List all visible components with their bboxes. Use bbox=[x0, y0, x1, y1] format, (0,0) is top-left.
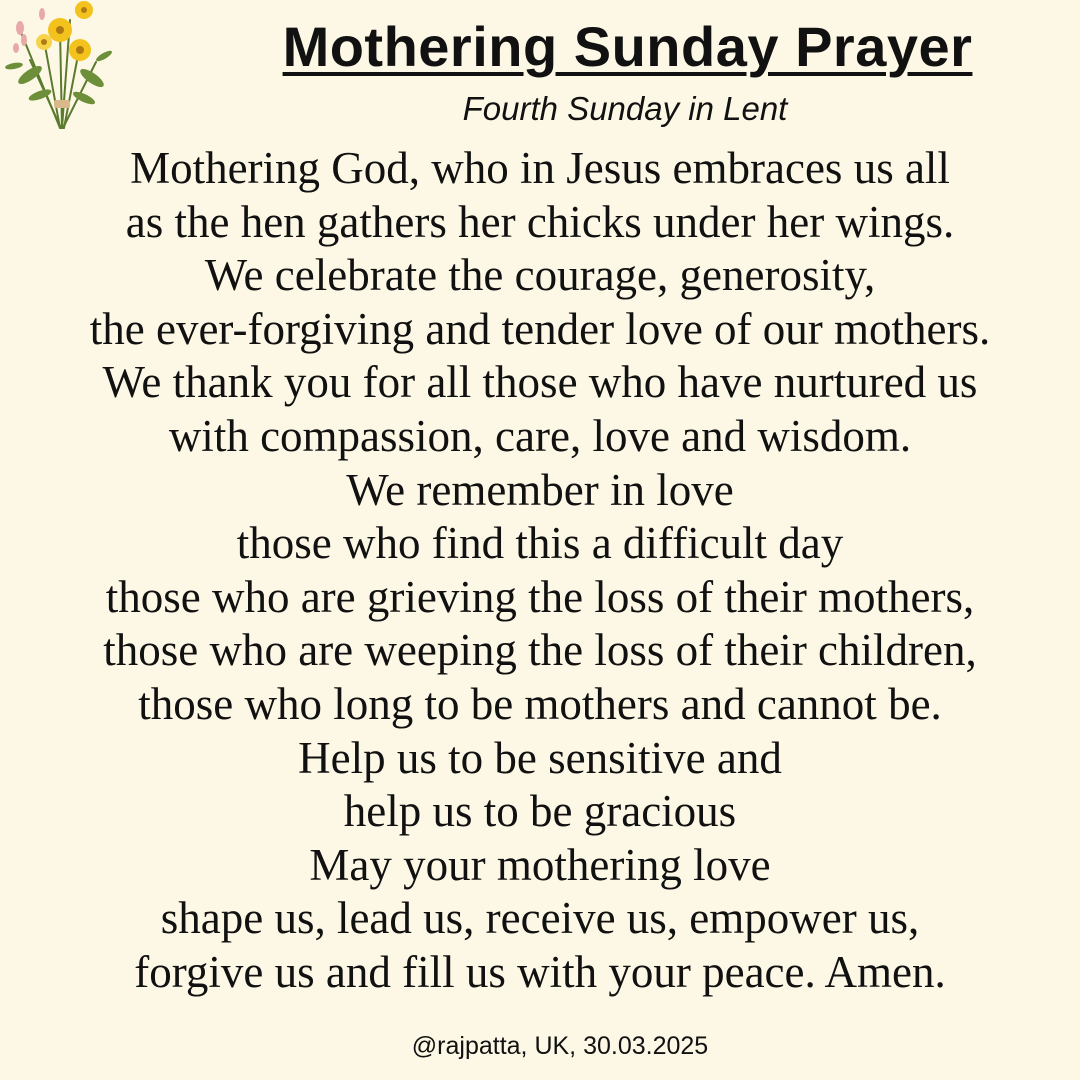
prayer-line: We remember in love bbox=[346, 464, 734, 515]
prayer-line: help us to be gracious bbox=[343, 786, 737, 837]
page-title: Mothering Sunday Prayer bbox=[282, 15, 973, 78]
prayer-line: Mothering God, who in Jesus embraces us all bbox=[130, 143, 950, 193]
prayer-line: We celebrate the courage, generosity, bbox=[204, 250, 876, 301]
prayer-line: those who find this a difficult day bbox=[236, 518, 844, 569]
prayer-line: the ever-forgiving and tender love of our mothers. bbox=[89, 303, 991, 354]
prayer-line: those who long to be mothers and cannot be. bbox=[138, 678, 942, 729]
prayer-line: shape us, lead us, receive us, empower us, bbox=[160, 893, 920, 944]
flower-bouquet-icon bbox=[0, 0, 120, 135]
prayer-line: May your mothering love bbox=[309, 839, 771, 890]
page-subtitle: Fourth Sunday in Lent bbox=[462, 90, 788, 127]
prayer-line: as the hen gathers her chicks under her wings. bbox=[125, 196, 955, 247]
prayer-line: We thank you for all those who have nurtured us bbox=[102, 357, 978, 408]
prayer-line: Help us to be sensitive and bbox=[298, 732, 782, 783]
author-credit: @rajpatta, UK, 30.03.2025 bbox=[411, 1032, 709, 1060]
prayer-line: those who are weeping the loss of their children, bbox=[103, 625, 977, 676]
prayer-line: those who are grieving the loss of their mothers, bbox=[105, 571, 975, 622]
prayer-line: with compassion, care, love and wisdom. bbox=[168, 410, 912, 461]
prayer-text bbox=[0, 142, 1080, 1000]
prayer-line: forgive us and fill us with your peace. Amen. bbox=[134, 946, 946, 997]
